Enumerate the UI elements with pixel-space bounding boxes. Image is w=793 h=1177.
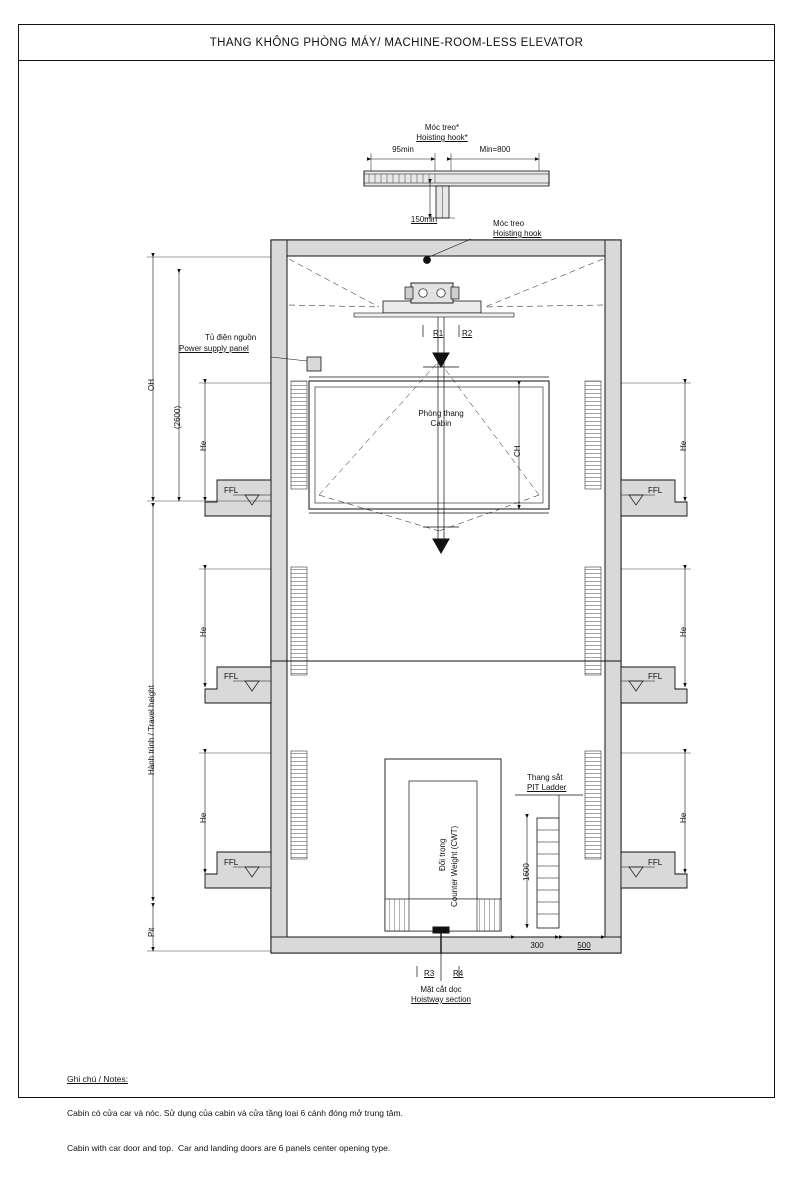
pit-dim-right: 500 [577, 941, 591, 950]
dim-label-oh-paren: (2600) [173, 405, 182, 429]
dim-label-he-right-1: He [679, 812, 688, 823]
hook-detail-label-vn: Móc treo* [424, 123, 460, 132]
reaction-label-r3: R3 [424, 969, 435, 978]
pit-ladder-label-vn: Thang sắt [527, 773, 563, 782]
reaction-label-r4: R4 [453, 969, 464, 978]
cabin-label-vn: Phòng thang [418, 409, 464, 418]
drawing-canvas [19, 61, 774, 1153]
dim-label-he-left-3: He [199, 440, 208, 451]
dim-label-he-left-2: He [199, 626, 208, 637]
pit-dim-left: 300 [530, 941, 544, 950]
notes-block [67, 1051, 403, 1177]
hook-detail-label-en: Hoisting hook* [416, 133, 468, 142]
sheet-title-bar [19, 25, 774, 61]
cwt-label-en: Counter Weight (CWT) [450, 825, 459, 907]
drawing-sheet [18, 24, 775, 1153]
elevator-car [309, 317, 549, 553]
notes-line-vn: Cabin có cửa car và nóc. Sử dụng của cabin và cửa tầng loại 6 cánh đóng mở trung tâm. [67, 1108, 403, 1119]
dim-label-he-left-1: He [199, 812, 208, 823]
dim-label-oh: OH [147, 379, 156, 391]
pit-ladder-label-en: PIT Ladder [527, 783, 567, 792]
hoisting-hook-detail [364, 153, 549, 218]
dim-label-pit: Pit [147, 927, 156, 937]
section-caption-vn: Mặt cắt dọc [420, 985, 462, 994]
dimension-lines-left [147, 257, 271, 951]
ffl-label-left-3: FFL [224, 486, 239, 495]
notes-heading: Ghi chú / Notes: [67, 1073, 128, 1084]
hoisting-hook-label-en: Hoisting hook [493, 229, 542, 238]
ffl-label-left-2: FFL [224, 672, 239, 681]
hoisting-hook-label-vn: Móc treo [493, 219, 525, 228]
ffl-label-right-3: FFL [648, 486, 663, 495]
ffl-label-left-1: FFL [224, 858, 239, 867]
ladder-height-dim: 1600 [522, 863, 531, 881]
dim-label-he-right-3: He [679, 440, 688, 451]
dim-label-he-right-2: He [679, 626, 688, 637]
hook-dim-drop: 150min [410, 215, 438, 224]
page-title: THANG KHÔNG PHÒNG MÁY/ MACHINE-ROOM-LESS ELEVATOR [209, 36, 584, 49]
ffl-label-right-2: FFL [648, 672, 663, 681]
dim-label-ch: CH [513, 445, 522, 457]
cwt-label-vn: Đối trọng [438, 838, 447, 871]
notes-line-en: Cabin with car door and top. Car and landing doors are 6 panels center opening type. [67, 1142, 391, 1153]
ffl-label-right-1: FFL [648, 858, 663, 867]
reaction-label-r2: R2 [462, 329, 473, 338]
power-panel-label-vn: Tủ điện nguồn [205, 333, 257, 342]
cabin-label-en: Cabin [430, 419, 452, 428]
dim-label-travel-height: Hành trình / Travel height [147, 685, 156, 775]
hook-dim-right: Min=800 [479, 145, 511, 154]
power-panel-label-en: Power supply panel [179, 344, 249, 353]
reaction-label-r1: R1 [433, 329, 444, 338]
section-caption-en: Hoistway section [410, 995, 472, 1004]
hook-dim-left: 95min [392, 145, 414, 154]
